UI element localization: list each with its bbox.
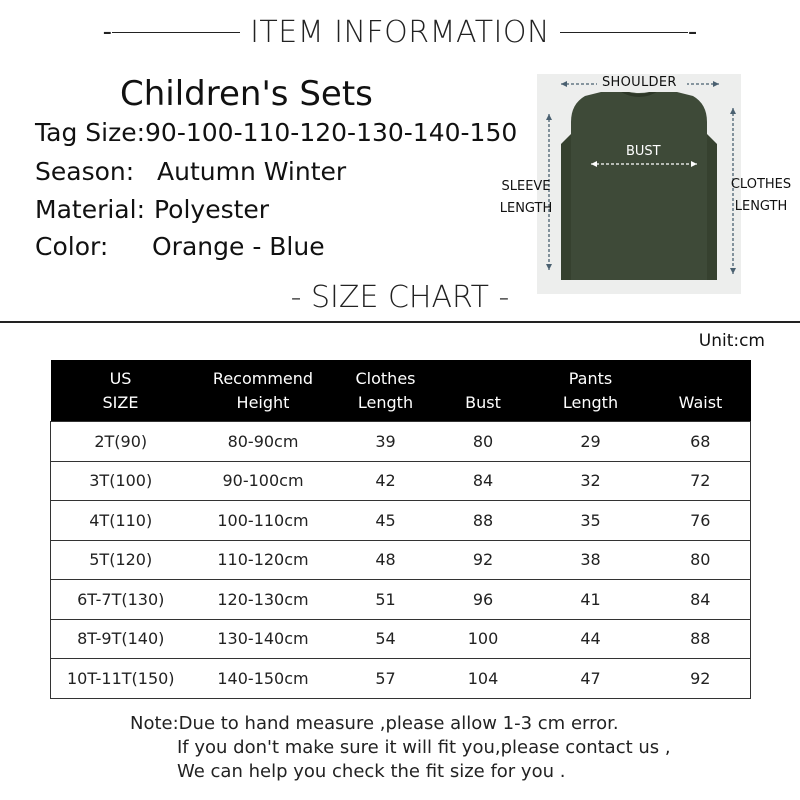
size-chart-header-cell: [531, 360, 651, 422]
color-row: [35, 232, 325, 261]
season-row: [35, 157, 346, 186]
table-cell: 35: [531, 501, 651, 541]
unit-label: Unit:cm: [698, 331, 765, 351]
table-cell: 32: [531, 461, 651, 501]
season-label: Season:: [35, 157, 135, 186]
table-cell: 84: [436, 461, 531, 501]
table-cell: 100-110cm: [191, 501, 336, 541]
header-cell-line: Height: [236, 392, 290, 412]
section-divider: [0, 321, 800, 323]
table-cell: 80: [651, 540, 751, 580]
tag-size-value: 90-100-110-120-130-140-150: [145, 118, 518, 147]
table-row: [51, 461, 751, 501]
clothes-label-line1: CLOTHES: [730, 177, 792, 192]
sleeve-length-label: [492, 176, 560, 220]
table-cell: 6T-7T(130): [51, 580, 191, 620]
table-cell: 104: [436, 659, 531, 699]
header-cell-line: Length: [562, 392, 619, 412]
table-cell: 29: [531, 422, 651, 462]
note-line-3: We can help you check the fit size for you .: [177, 761, 566, 782]
clothes-length-label: [722, 174, 800, 218]
table-cell: 47: [531, 659, 651, 699]
table-row: [51, 659, 751, 699]
sizing-note: [130, 712, 671, 784]
table-row: [51, 580, 751, 620]
tag-size-label: Tag Size:: [35, 118, 146, 147]
header-cell-line: Waist: [678, 392, 723, 412]
table-cell: 80: [436, 422, 531, 462]
table-cell: 3T(100): [51, 461, 191, 501]
tag-size-row: [35, 118, 517, 147]
shoulder-label: SHOULDER: [602, 75, 677, 90]
table-row: [51, 540, 751, 580]
garment-measurement-diagram: [537, 74, 741, 294]
note-line-1: Note:Due to hand measure ,please allow 1-3 cm error.: [130, 713, 619, 734]
bust-label: BUST: [626, 144, 661, 159]
table-cell: 41: [531, 580, 651, 620]
sleeve-label-line1: SLEEVE: [501, 179, 551, 194]
table-cell: 2T(90): [51, 422, 191, 462]
header-cell-line: US: [109, 368, 132, 388]
header-title: ITEM INFORMATION: [250, 14, 550, 50]
garment-sweater-icon: [537, 74, 741, 294]
size-chart-title: - SIZE CHART -: [290, 280, 510, 315]
size-chart-header-row: [51, 360, 751, 422]
header-cell-line: Length: [357, 392, 414, 412]
material-label: Material:: [35, 195, 145, 224]
sleeve-label-line2: LENGTH: [499, 201, 553, 216]
size-chart-header-cell: [336, 360, 436, 422]
table-cell: 100: [436, 619, 531, 659]
table-cell: 84: [651, 580, 751, 620]
table-cell: 39: [336, 422, 436, 462]
table-cell: 130-140cm: [191, 619, 336, 659]
size-chart-header-cell: [651, 360, 751, 422]
note-line-2: If you don't make sure it will fit you,please contact us ,: [177, 737, 671, 758]
table-cell: 48: [336, 540, 436, 580]
item-information-header: [0, 12, 800, 52]
table-cell: 54: [336, 619, 436, 659]
size-chart-header-cell: [191, 360, 336, 422]
size-chart-header-cell: [436, 360, 531, 422]
table-cell: 110-120cm: [191, 540, 336, 580]
clothes-label-line2: LENGTH: [734, 199, 788, 214]
table-cell: 72: [651, 461, 751, 501]
table-cell: 88: [651, 619, 751, 659]
header-cell-line: Pants: [568, 368, 613, 388]
table-row: [51, 619, 751, 659]
table-cell: 45: [336, 501, 436, 541]
header-cell-line: [436, 367, 531, 391]
table-cell: 76: [651, 501, 751, 541]
header-right-rule: -: [560, 17, 697, 47]
color-value: Orange - Blue: [152, 232, 325, 261]
header-cell-line: Bust: [465, 392, 501, 412]
table-cell: 44: [531, 619, 651, 659]
table-cell: 57: [336, 659, 436, 699]
table-cell: 10T-11T(150): [51, 659, 191, 699]
table-cell: 8T-9T(140): [51, 619, 191, 659]
season-value: Autumn Winter: [157, 157, 347, 186]
table-cell: 92: [436, 540, 531, 580]
table-cell: 120-130cm: [191, 580, 336, 620]
table-cell: 68: [651, 422, 751, 462]
size-chart-table: [50, 360, 751, 699]
table-cell: 92: [651, 659, 751, 699]
header-cell-line: [651, 367, 751, 391]
table-cell: 80-90cm: [191, 422, 336, 462]
table-cell: 4T(110): [51, 501, 191, 541]
material-value: Polyester: [154, 195, 270, 224]
table-cell: 88: [436, 501, 531, 541]
header-cell-line: Clothes: [355, 368, 416, 388]
material-row: [35, 195, 269, 224]
size-chart-header-cell: [51, 360, 191, 422]
product-title: Children's Sets: [120, 74, 373, 114]
color-label: Color:: [35, 232, 109, 261]
table-row: [51, 422, 751, 462]
table-cell: 5T(120): [51, 540, 191, 580]
table-cell: 90-100cm: [191, 461, 336, 501]
table-cell: 42: [336, 461, 436, 501]
table-cell: 140-150cm: [191, 659, 336, 699]
table-cell: 51: [336, 580, 436, 620]
table-cell: 96: [436, 580, 531, 620]
header-left-rule: -: [103, 17, 240, 47]
table-cell: 38: [531, 540, 651, 580]
header-cell-line: SIZE: [102, 392, 139, 412]
table-row: [51, 501, 751, 541]
header-cell-line: Recommend: [212, 368, 314, 388]
